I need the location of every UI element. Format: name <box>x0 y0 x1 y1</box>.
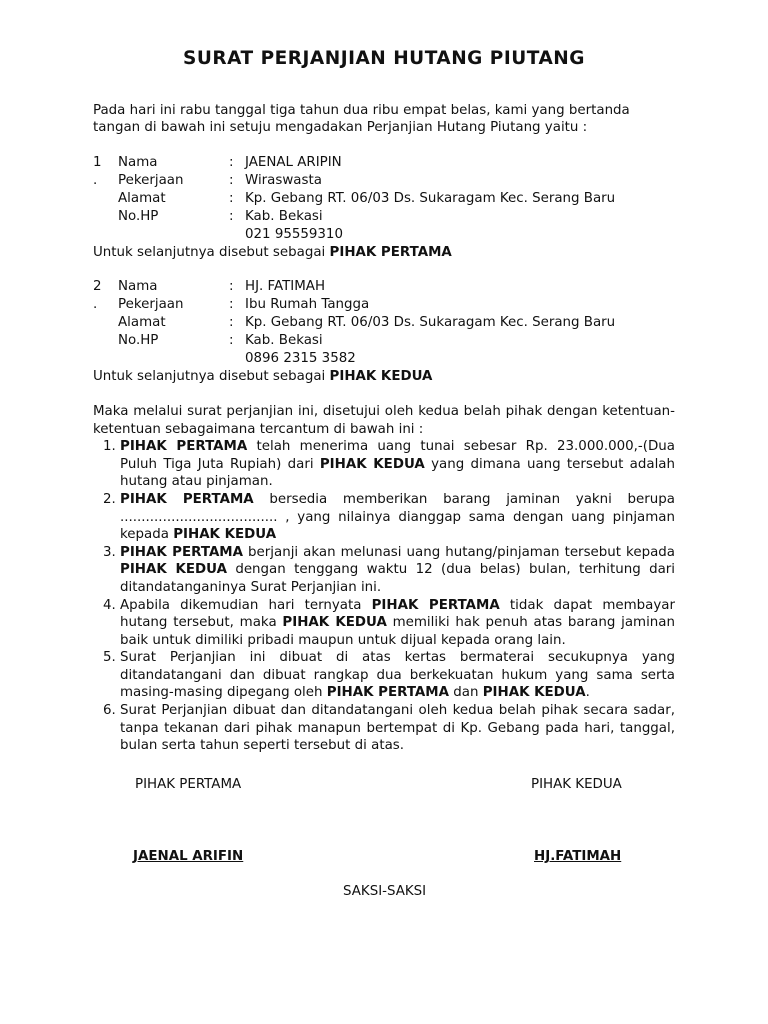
colon: : <box>229 315 234 331</box>
party-1-role: PIHAK PERTAMA <box>329 244 452 260</box>
party-1-hp: 021 95559310 <box>245 226 343 242</box>
intro-paragraph: Pada hari ini rabu tanggal tiga tahun dua ribu empat belas, kami yang bertanda tangan di bawah ini setuju mengadakan Perjanjian Hutang Piutang yaitu : <box>93 102 630 136</box>
label-pekerjaan: Pekerjaan <box>118 297 184 313</box>
signature-label-pihak-pertama: PIHAK PERTAMA <box>135 777 242 792</box>
label-nama: Nama <box>118 154 158 170</box>
party-2-details <box>93 278 675 368</box>
party-1-closing: Untuk selanjutnya disebut sebagai PIHAK PERTAMA <box>93 244 452 260</box>
party-2-role: PIHAK KEDUA <box>329 369 433 385</box>
party-2-number: 2 <box>93 279 102 295</box>
clause-list <box>93 438 675 755</box>
signature-label-pihak-kedua: PIHAK KEDUA <box>531 777 622 792</box>
colon: : <box>229 208 234 224</box>
party-2-hp: 0896 2315 3582 <box>245 351 356 367</box>
party-2-nama: HJ. FATIMAH <box>245 279 326 295</box>
signature-name-pihak-pertama: JAENAL ARIFIN <box>133 849 244 864</box>
party-2-pekerjaan: Ibu Rumah Tangga <box>245 297 370 313</box>
label-nohp: No.HP <box>118 208 159 224</box>
party-1-alamat: Kp. Gebang RT. 06/03 Ds. Sukaragam Kec. Serang Baru <box>245 190 616 206</box>
party-2-closing: Untuk selanjutnya disebut sebagai PIHAK KEDUA <box>93 369 433 385</box>
document-title: SURAT PERJANJIAN HUTANG PIUTANG <box>183 48 585 69</box>
party-1-pekerjaan: Wiraswasta <box>245 172 322 188</box>
party-2-kota: Kab. Bekasi <box>245 333 323 349</box>
party-1-kota: Kab. Bekasi <box>245 208 323 224</box>
party-1-nama: JAENAL ARIPIN <box>245 154 342 170</box>
label-alamat: Alamat <box>118 315 166 331</box>
witnesses-heading: SAKSI-SAKSI <box>343 884 427 899</box>
opening-paragraph: Maka melalui surat perjanjian ini, disetujui oleh kedua belah pihak dengan ketentuan-ketentuan sebagaimana tercantum di bawah ini : <box>93 403 675 437</box>
label-nama: Nama <box>118 279 158 295</box>
colon: : <box>229 279 234 295</box>
party-1-number-dot: . <box>93 172 98 188</box>
label-pekerjaan: Pekerjaan <box>118 172 184 188</box>
clause-2: 2. PIHAK PERTAMA bersedia memberikan barang jaminan yakni berupa ..................................... , yang nilainya dianggap sama dengan uang pinjaman kepada PIHAK KEDUA <box>120 491 675 544</box>
clause-6: 6. Surat Perjanjian dibuat dan ditandatangani oleh kedua belah pihak secara sadar, tanpa tekanan dari pihak manapun bertempat di Kp. Gebang pada hari, tanggal, bulan serta tahun seperti tersebut di atas. <box>120 702 675 755</box>
party-1-details <box>93 154 675 244</box>
clause-1: 1. PIHAK PERTAMA telah menerima uang tunai sebesar Rp. 23.000.000,-(Dua Puluh Tiga Juta Rupiah) dari PIHAK KEDUA yang dimana uang tersebut adalah hutang atau pinjaman. <box>120 438 675 491</box>
party-2-number-dot: . <box>93 297 98 313</box>
label-alamat: Alamat <box>118 190 166 206</box>
colon: : <box>229 333 234 349</box>
party-2-alamat: Kp. Gebang RT. 06/03 Ds. Sukaragam Kec. Serang Baru <box>245 315 616 331</box>
colon: : <box>229 172 234 188</box>
document-body <box>93 50 675 755</box>
clause-3: 3. PIHAK PERTAMA berjanji akan melunasi uang hutang/pinjaman tersebut kepada PIHAK KEDUA dengan tenggang waktu 12 (dua belas) bulan, terhitung dari ditandatanganinya Surat Perjanjian ini. <box>120 544 675 597</box>
colon: : <box>229 297 234 313</box>
signature-name-pihak-kedua: HJ.FATIMAH <box>534 849 622 864</box>
label-nohp: No.HP <box>118 333 159 349</box>
clause-4: 4. Apabila dikemudian hari ternyata PIHAK PERTAMA tidak dapat membayar hutang tersebut, maka PIHAK KEDUA memiliki hak penuh atas barang jaminan baik untuk dimiliki pribadi maupun untuk dijual kepada orang lain. <box>120 597 675 650</box>
colon: : <box>229 190 234 206</box>
clause-5: 5. Surat Perjanjian ini dibuat di atas kertas bermaterai secukupnya yang ditandatangani dan dibuat rangkap dua berkekuatan hukum yang sama serta masing-masing dipegang oleh PIHAK PERTAMA dan PIHAK KEDUA. <box>120 649 675 702</box>
colon: : <box>229 154 234 170</box>
party-1-number: 1 <box>93 154 102 170</box>
